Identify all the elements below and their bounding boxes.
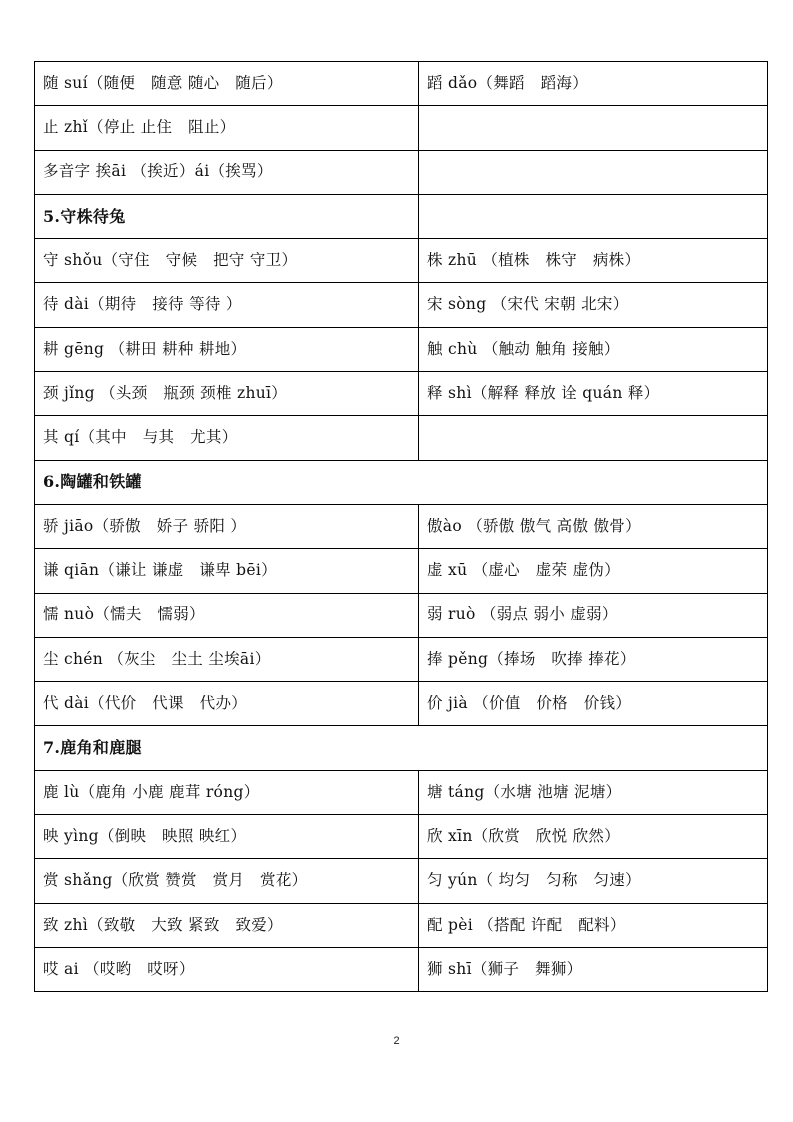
- section-row: [35, 726, 768, 770]
- table-cell: 多音字 挨āi （挨近）ái（挨骂）: [35, 150, 419, 194]
- table-row: [35, 682, 768, 726]
- table-row: [35, 239, 768, 283]
- table-row: [35, 770, 768, 814]
- table-row: [35, 593, 768, 637]
- table-cell: 捧 pěng（捧场 吹捧 捧花）: [419, 637, 768, 681]
- table-cell: 宋 sòng （宋代 宋朝 北宋）: [419, 283, 768, 327]
- table-row: [35, 283, 768, 327]
- table-cell: 配 pèi （搭配 许配 配料）: [419, 903, 768, 947]
- table-cell: 赏 shǎng（欣赏 赞赏 赏月 赏花）: [35, 859, 419, 903]
- table-row: [35, 106, 768, 150]
- vocabulary-table: [34, 61, 768, 992]
- table-cell: 欣 xīn（欣赏 欣悦 欣然）: [419, 815, 768, 859]
- table-row: [35, 372, 768, 416]
- table-cell: 待 dài（期待 接待 等待 ）: [35, 283, 419, 327]
- table-cell: 致 zhì（致敬 大致 紧致 致爱）: [35, 903, 419, 947]
- table-row: [35, 903, 768, 947]
- table-cell: [419, 106, 768, 150]
- table-cell: [419, 150, 768, 194]
- table-row: [35, 947, 768, 991]
- table-row: [35, 549, 768, 593]
- table-cell: 哎 ai （哎哟 哎呀）: [35, 947, 419, 991]
- table-cell: 鹿 lù（鹿角 小鹿 鹿茸 róng）: [35, 770, 419, 814]
- table-cell: [419, 416, 768, 460]
- table-row: [35, 194, 768, 238]
- table-cell: 懦 nuò（懦夫 懦弱）: [35, 593, 419, 637]
- section-heading: 5.守株待兔: [35, 194, 419, 238]
- table-cell: 尘 chén （灰尘 尘土 尘埃āi）: [35, 637, 419, 681]
- table-row: [35, 815, 768, 859]
- table-cell: 随 suí（随便 随意 随心 随后）: [35, 62, 419, 106]
- section-row: [35, 460, 768, 504]
- section-heading: 6.陶罐和铁罐: [35, 460, 768, 504]
- table-cell: 止 zhǐ（停止 止住 阻止）: [35, 106, 419, 150]
- table-cell: 其 qí（其中 与其 尤其）: [35, 416, 419, 460]
- table-row: [35, 416, 768, 460]
- table-cell: 骄 jiāo（骄傲 娇子 骄阳 ）: [35, 504, 419, 548]
- table-cell: 价 jià （价值 价格 价钱）: [419, 682, 768, 726]
- table-row: [35, 150, 768, 194]
- table-cell: 守 shǒu（守住 守候 把守 守卫）: [35, 239, 419, 283]
- table-cell: 蹈 dǎo（舞蹈 蹈海）: [419, 62, 768, 106]
- section-heading: 7.鹿角和鹿腿: [35, 726, 768, 770]
- table-cell: 狮 shī（狮子 舞狮）: [419, 947, 768, 991]
- table-cell: 耕 gēng （耕田 耕种 耕地）: [35, 327, 419, 371]
- table-cell: 触 chù （触动 触角 接触）: [419, 327, 768, 371]
- table-cell: 匀 yún（ 均匀 匀称 匀速）: [419, 859, 768, 903]
- table-cell: 株 zhū （植株 株守 病株）: [419, 239, 768, 283]
- table-cell: 释 shì（解释 释放 诠 quán 释）: [419, 372, 768, 416]
- table-cell: 映 yìng（倒映 映照 映红）: [35, 815, 419, 859]
- page-number: 2: [393, 1035, 400, 1047]
- table-cell: 傲ào （骄傲 傲气 高傲 傲骨）: [419, 504, 768, 548]
- table-row: [35, 504, 768, 548]
- table-cell: [419, 194, 768, 238]
- table-cell: 谦 qiān（谦让 谦虚 谦卑 bēi）: [35, 549, 419, 593]
- table-row: [35, 62, 768, 106]
- table-cell: 颈 jǐng （头颈 瓶颈 颈椎 zhuī）: [35, 372, 419, 416]
- table-row: [35, 327, 768, 371]
- table-row: [35, 859, 768, 903]
- table-cell: 代 dài（代价 代课 代办）: [35, 682, 419, 726]
- table-cell: 弱 ruò （弱点 弱小 虚弱）: [419, 593, 768, 637]
- table-cell: 虚 xū （虚心 虚荣 虚伪）: [419, 549, 768, 593]
- table-cell: 塘 táng（水塘 池塘 泥塘）: [419, 770, 768, 814]
- table-row: [35, 637, 768, 681]
